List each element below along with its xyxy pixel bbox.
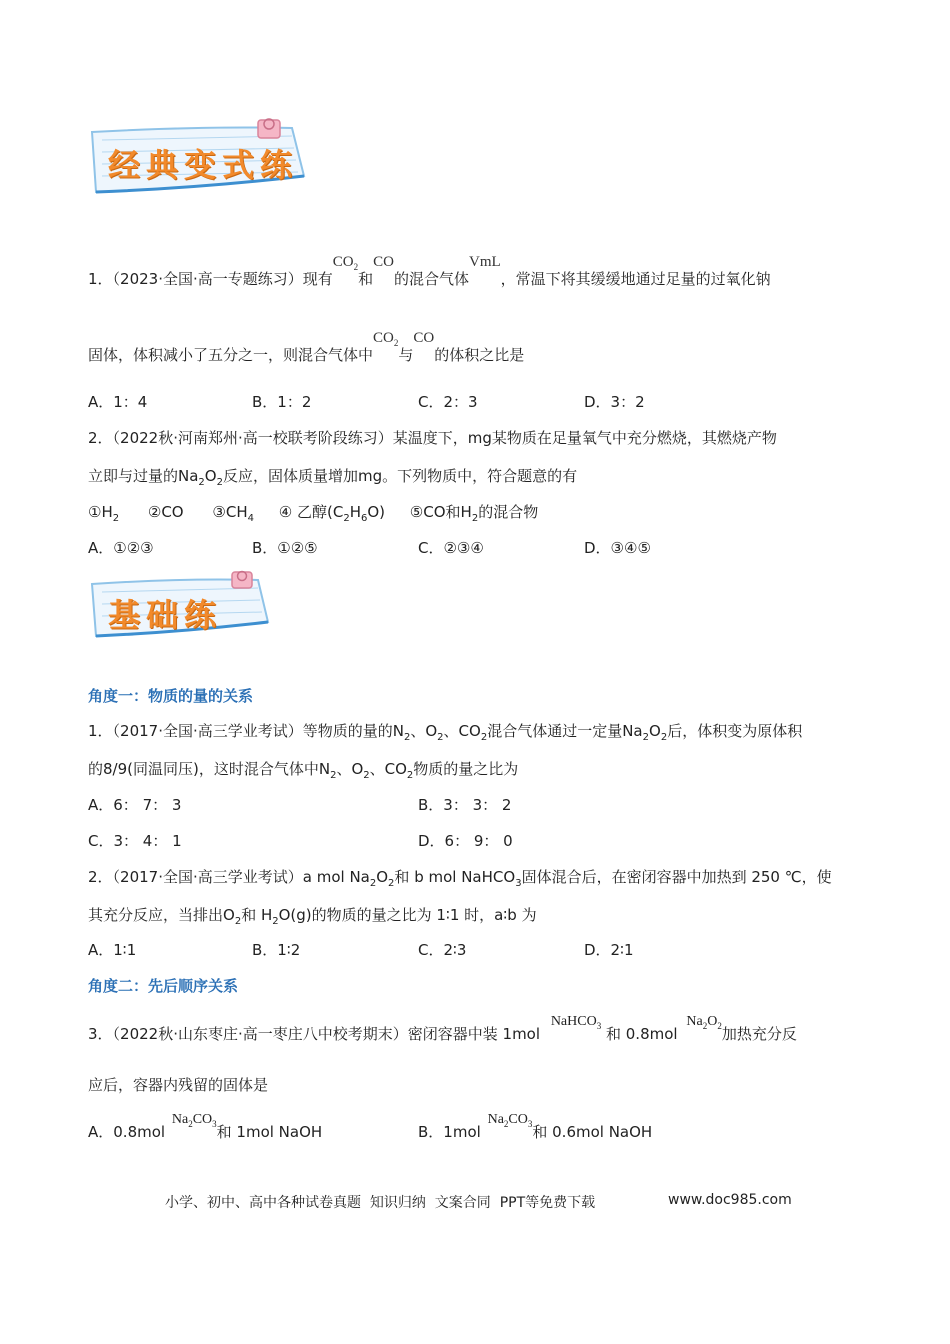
option-d: D．3：2 <box>584 393 645 411</box>
basic-question-1-line-1: 1．（2017·全国·高三学业考试）等物质的量的$N_2$、$O_2$、$CO_2$混合气体通过一定量$Na_2O_2$后，体积变为原体积 <box>88 722 803 743</box>
formula-na2co3: $Na_2CO_3$ <box>171 1112 217 1129</box>
question-2-line-2: 立即与过量的$Na_2O_2$反应，固体质量增加mg。下列物质中，符合题意的有 <box>88 467 578 488</box>
question-2-line-1: 2．（2022秋·河南郑州·高一校联考阶段练习）某温度下，mg某物质在足量氧气中充分燃烧，其燃烧产物 <box>88 429 777 447</box>
option-b: B．1∶2 <box>252 941 301 959</box>
formula-co2: $CO_2$ <box>332 254 359 272</box>
formula-na2co3: $Na_2CO_3$ <box>487 1112 533 1129</box>
formula-vml: VmL <box>468 254 501 270</box>
footer-link[interactable]: www.doc985.com <box>668 1192 792 1208</box>
section-banner-basic <box>82 570 276 642</box>
basic-question-1-line-2: 的8/9(同温同压)，这时混合气体中$N_2$、$O_2$、$CO_2$物质的量之比为 <box>88 760 519 781</box>
banner-title: 经典变式练 <box>108 146 299 184</box>
option-d: D．2∶1 <box>584 941 634 959</box>
angle-2-heading: 角度二：先后顺序关系 <box>88 977 239 995</box>
formula-co: CO <box>373 254 394 270</box>
item-3: $③CH_4$ <box>212 503 254 524</box>
option-a: A．①②③ <box>88 539 154 557</box>
text: 1．（2023·全国·高一专题练习）现有 <box>88 270 333 288</box>
option-a: A．0.8mol $Na_2CO_3$和 1mol NaOH <box>88 1112 323 1141</box>
text: ，常温下将其缓缓地通过足量的过氧化钠 <box>500 270 771 288</box>
option-b: B．①②⑤ <box>252 539 318 557</box>
option-c: C．2：3 <box>418 393 478 411</box>
question-2-items <box>88 501 538 524</box>
option-c: C．2∶3 <box>418 941 467 959</box>
text: 与 <box>398 346 414 364</box>
basic-question-2-line-1: 2．（2017·全国·高三学业考试）a mol $Na_2O_2$和 b mol NaHCO$_3$固体混合后，在密闭容器中加热到 250 ℃，使 <box>88 868 832 889</box>
option-b: B．1mol $Na_2CO_3$和 0.6mol NaOH <box>418 1112 653 1141</box>
option-c: C．②③④ <box>418 539 484 557</box>
option-a: A．1∶1 <box>88 941 137 959</box>
text: 的混合气体 <box>393 270 469 288</box>
option-a: A．6： 7： 3 <box>88 796 182 814</box>
question-1-line-2 <box>88 330 525 366</box>
basic-question-3-line-1: 3．（2022秋·山东枣庄·高一枣庄八中校考期末）密闭容器中装 1mol NaHCO$_3$ 和 0.8mol $Na_2O_2$加热充分反 <box>88 1014 797 1043</box>
option-b: B．3： 3： 2 <box>418 796 512 814</box>
angle-1-heading: 角度一：物质的量的关系 <box>88 687 254 705</box>
text: 固体，体积减小了五分之一，则混合气体中 <box>88 346 374 364</box>
text: 的体积之比是 <box>434 346 525 364</box>
option-a: A．1：4 <box>88 393 148 411</box>
formula-co: CO <box>413 330 435 346</box>
option-b: B．1：2 <box>252 393 312 411</box>
text: 和 <box>358 270 374 288</box>
basic-question-3-line-2: 应后，容器内残留的固体是 <box>88 1076 269 1094</box>
banner-title: 基础练 <box>108 596 223 634</box>
formula-co2: $CO_2$ <box>373 330 399 348</box>
option-d: D．6： 9： 0 <box>418 832 513 850</box>
footer-text: 小学、初中、高中各种试卷真题 知识归纳 文案合同 PPT等免费下载 <box>165 1195 596 1211</box>
item-5: ⑤CO和$H_2$的混合物 <box>409 503 539 524</box>
item-2: ②CO <box>147 503 184 521</box>
basic-question-2-line-2: 其充分反应，当排出$O_2$和 $H_2O(g)$的物质的量之比为 1∶1 时，a∶b 为 <box>88 906 537 927</box>
item-1: $①H_2$ <box>88 503 120 524</box>
option-c: C．3： 4： 1 <box>88 832 182 850</box>
formula-nahco3: NaHCO$_3$ <box>550 1014 602 1031</box>
section-banner-classic <box>82 118 314 198</box>
question-1-line-1 <box>88 254 771 290</box>
formula-na2o2: $Na_2O_2$ <box>686 1014 722 1031</box>
item-4: ④ 乙醇$(C_2H_6O)$ <box>278 503 386 524</box>
option-d: D．③④⑤ <box>584 539 651 557</box>
